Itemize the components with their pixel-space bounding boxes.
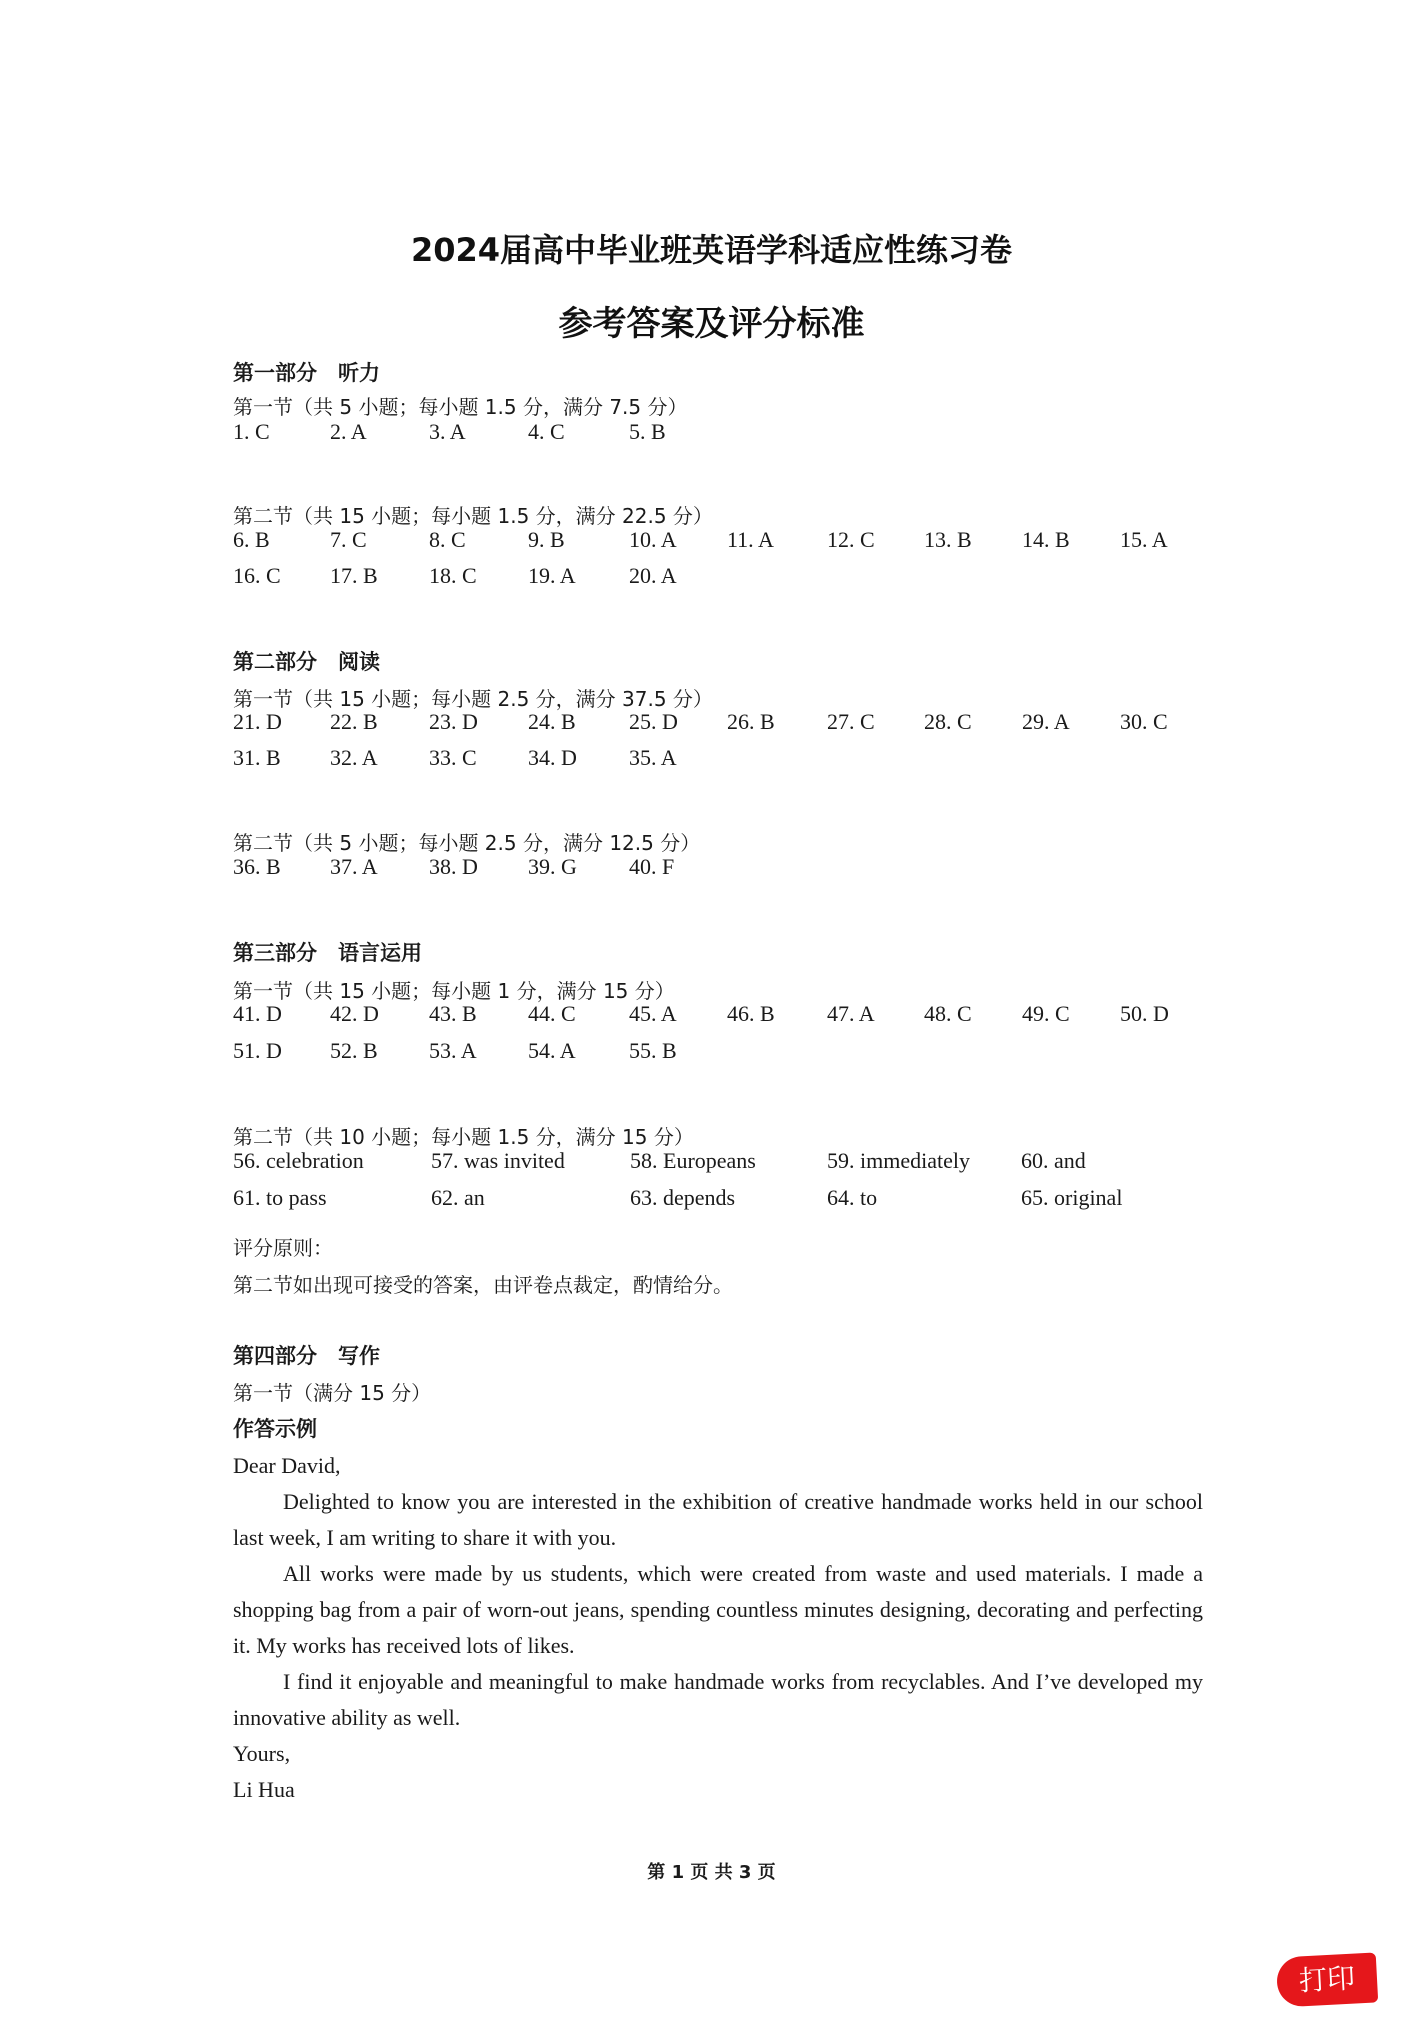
answer-item: 31. B (233, 745, 281, 770)
answer-item: 30. C (1120, 709, 1168, 734)
answer-item: 52. B (330, 1038, 378, 1063)
letter-signature: Li Hua (233, 1777, 295, 1802)
answer-item: 18. C (429, 563, 477, 588)
answer-item: 60. and (1021, 1148, 1086, 1173)
section-heading: 第三部分 语言运用 (233, 941, 422, 965)
letter-paragraph: Delighted to know you are interested in the exhibition of creative handmade works held in our school last week, I am writing to share it with you. (233, 1489, 1203, 1550)
answer-item: 27. C (827, 709, 875, 734)
answer-item: 39. G (528, 854, 577, 879)
answer-item: 17. B (330, 563, 378, 588)
answer-item: 29. A (1022, 709, 1070, 734)
answer-item: 36. B (233, 854, 281, 879)
letter-paragraph: All works were made by us students, which were created from waste and used materials. I made a shopping bag from a pair of worn-out jeans, spending countless minutes designing, decorating and perfecting it. My works has received lots of likes. (233, 1561, 1203, 1658)
letter-closing: Yours, (233, 1741, 291, 1766)
answer-item: 26. B (727, 709, 775, 734)
answer-item: 2. A (330, 419, 367, 444)
part-label: 第一节（共 5 小题；每小题 1.5 分，满分 7.5 分） (233, 395, 688, 419)
answer-item: 8. C (429, 527, 466, 552)
writing-part-label: 第一节（满分 15 分） (233, 1381, 432, 1405)
answer-item: 65. original (1021, 1185, 1123, 1210)
answer-item: 44. C (528, 1001, 576, 1026)
answer-item: 43. B (429, 1001, 477, 1026)
letter-greeting: Dear David, (233, 1453, 341, 1478)
answer-item: 56. celebration (233, 1148, 364, 1173)
answer-item: 64. to (827, 1185, 878, 1210)
answer-item: 46. B (727, 1001, 775, 1026)
grading-rule-label: 评分原则： (233, 1236, 333, 1260)
answer-item: 58. Europeans (630, 1148, 756, 1173)
answer-item: 22. B (330, 709, 378, 734)
answer-item: 49. C (1022, 1001, 1070, 1026)
answer-item: 32. A (330, 745, 378, 770)
answer-item: 15. A (1120, 527, 1168, 552)
answer-item: 7. C (330, 527, 367, 552)
answer-item: 50. D (1120, 1001, 1169, 1026)
answer-item: 35. A (629, 745, 677, 770)
answer-item: 51. D (233, 1038, 282, 1063)
answer-item: 41. D (233, 1001, 282, 1026)
answer-item: 6. B (233, 527, 270, 552)
answer-item: 19. A (528, 563, 576, 588)
answer-item: 10. A (629, 527, 677, 552)
answer-item: 55. B (629, 1038, 677, 1063)
answer-item: 47. A (827, 1001, 875, 1026)
answer-item: 24. B (528, 709, 576, 734)
answer-item: 59. immediately (827, 1148, 970, 1173)
answer-item: 45. A (629, 1001, 677, 1026)
answer-item: 28. C (924, 709, 972, 734)
answer-item: 42. D (330, 1001, 379, 1026)
answer-item: 23. D (429, 709, 478, 734)
answer-item: 5. B (629, 419, 666, 444)
answer-item: 1. C (233, 419, 270, 444)
answer-item: 48. C (924, 1001, 972, 1026)
answer-item: 62. an (431, 1185, 485, 1210)
part-label: 第二节（共 5 小题；每小题 2.5 分，满分 12.5 分） (233, 831, 701, 855)
answer-item: 4. C (528, 419, 565, 444)
answer-item: 53. A (429, 1038, 477, 1063)
part-label: 第一节（共 15 小题；每小题 2.5 分，满分 37.5 分） (233, 687, 713, 711)
answer-item: 37. A (330, 854, 378, 879)
answer-item: 21. D (233, 709, 282, 734)
answer-item: 33. C (429, 745, 477, 770)
answer-item: 20. A (629, 563, 677, 588)
answer-item: 25. D (629, 709, 678, 734)
answer-item: 38. D (429, 854, 478, 879)
part-label: 第二节（共 10 小题；每小题 1.5 分，满分 15 分） (233, 1125, 694, 1149)
answer-item: 11. A (727, 527, 774, 552)
answer-item: 63. depends (630, 1185, 736, 1210)
document-subtitle: 参考答案及评分标准 (558, 304, 865, 344)
section-heading: 第一部分 听力 (233, 361, 380, 385)
grading-rule: 第二节如出现可接受的答案，由评卷点裁定，酌情给分。 (233, 1273, 733, 1297)
answer-item: 9. B (528, 527, 565, 552)
answer-item: 61. to pass (233, 1185, 327, 1210)
sample-label: 作答示例 (233, 1417, 317, 1441)
answer-item: 14. B (1022, 527, 1070, 552)
answer-item: 40. F (629, 854, 675, 879)
section-heading: 第二部分 阅读 (233, 650, 380, 674)
section-heading-writing: 第四部分 写作 (233, 1344, 380, 1368)
letter-paragraph: I find it enjoyable and meaningful to make handmade works from recyclables. And I’ve developed my innovative ability as well. (233, 1669, 1203, 1730)
answer-item: 54. A (528, 1038, 576, 1063)
answer-item: 16. C (233, 563, 281, 588)
document-title: 2024届高中毕业班英语学科适应性练习卷 (410, 231, 1013, 269)
answer-item: 12. C (827, 527, 875, 552)
answer-item: 13. B (924, 527, 972, 552)
answer-item: 3. A (429, 419, 466, 444)
part-label: 第一节（共 15 小题；每小题 1 分，满分 15 分） (233, 979, 675, 1003)
answer-item: 34. D (528, 745, 577, 770)
page-number: 第 1 页 共 3 页 (647, 1862, 776, 1883)
part-label: 第二节（共 15 小题；每小题 1.5 分，满分 22.5 分） (233, 504, 713, 528)
print-stamp-logo: 打印 (1276, 1952, 1378, 2007)
answer-item: 57. was invited (431, 1148, 565, 1173)
sample-letter (233, 1448, 1203, 1808)
